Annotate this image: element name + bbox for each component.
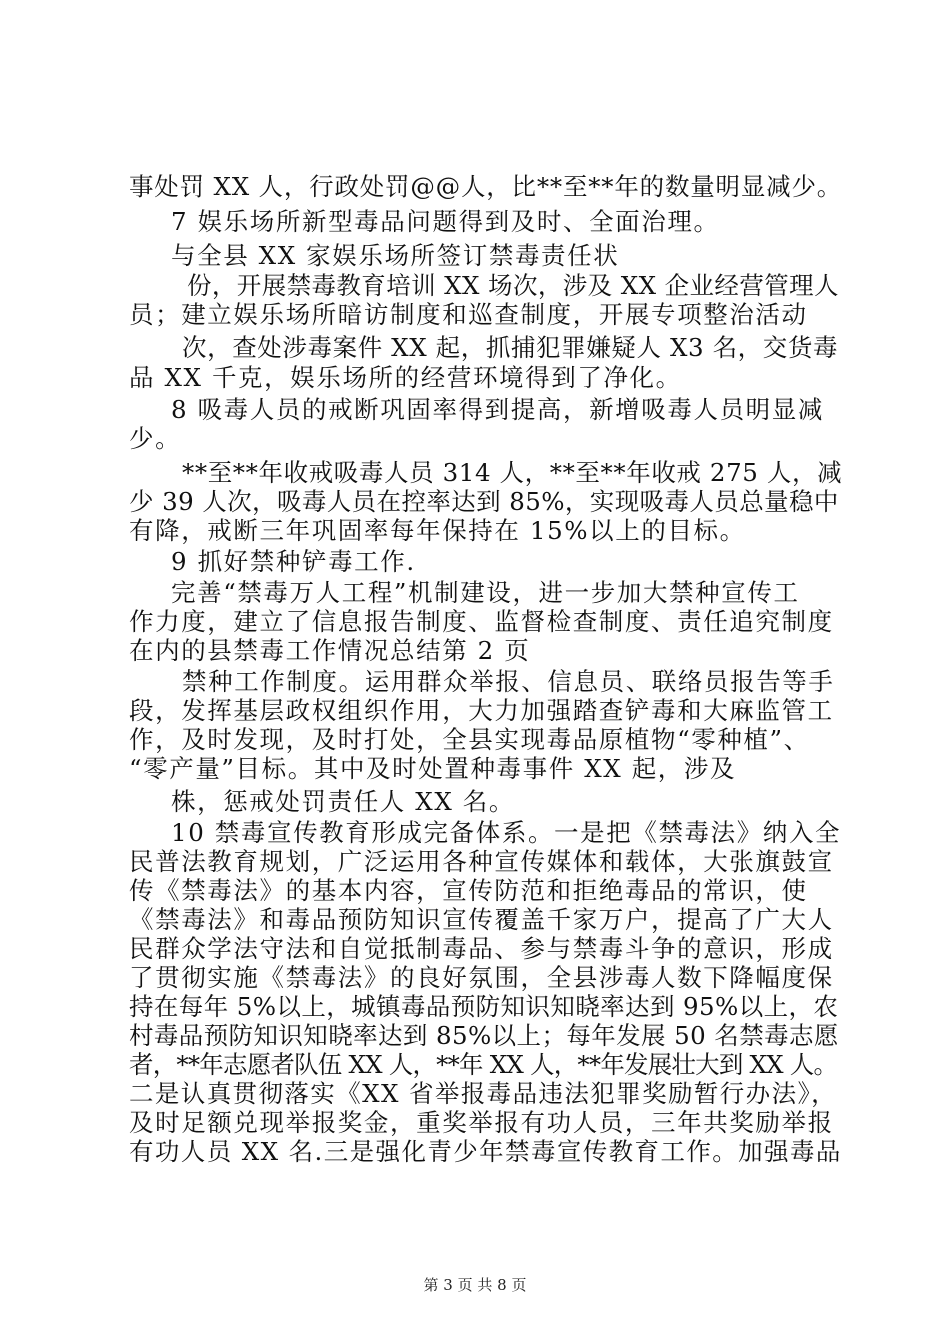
text-line: 及时足额兑现举报奖金，重奖举报有功人员，三年共奖励举报 (129, 1108, 834, 1137)
text-line: 完善“禁毒万人工程”机制建设，进一步加大禁种宣传工 (171, 578, 800, 607)
text-line: 禁种工作制度。运用群众举报、信息员、联络员报告等手 (182, 667, 835, 696)
text-line: 7 娱乐场所新型毒品问题得到及时、全面治理。 (171, 207, 720, 236)
text-line: 持在每年 5%以上，城镇毒品预防知识知晓率达到 95%以上，农 (129, 992, 839, 1021)
text-line: “零产量”目标。其中及时处置种毒事件 XX 起，涉及 (129, 754, 737, 783)
text-line: 民普法教育规划，广泛运用各种宣传媒体和载体，大张旗鼓宣 (129, 847, 834, 876)
text-line: 事处罚 XX 人，行政处罚@@人，比**至**年的数量明显减少。 (129, 172, 843, 201)
text-line: 8 吸毒人员的戒断巩固率得到提高，新增吸毒人员明显减 (171, 395, 824, 424)
text-line: 员；建立娱乐场所暗访制度和巡查制度，开展专项整治活动 (129, 300, 808, 329)
text-line: 次，查处涉毒案件 XX 起，抓捕犯罪嫌疑人 X3 名，交货毒 (182, 333, 839, 362)
text-line: 《禁毒法》和毒品预防知识宣传覆盖千家万户，提高了广大人 (129, 905, 834, 934)
text-line: 民群众学法守法和自觉抵制毒品、参与禁毒斗争的意识，形成 (129, 934, 834, 963)
text-line: 在内的县禁毒工作情况总结第 2 页 (129, 636, 531, 665)
text-line: 少。 (129, 424, 182, 453)
text-line: 二是认真贯彻落实《XX 省举报毒品违法犯罪奖励暂行办法》， (129, 1079, 838, 1108)
text-line: 了贯彻实施《禁毒法》的良好氛围，全县涉毒人数下降幅度保 (129, 963, 834, 992)
text-line: 品 XX 千克，娱乐场所的经营环境得到了净化。 (129, 363, 682, 392)
text-line: 有降，戒断三年巩固率每年保持在 15%以上的目标。 (129, 516, 746, 545)
page-number-footer: 第 3 页 共 8 页 (423, 1276, 527, 1294)
text-line: 与全县 XX 家娱乐场所签订禁毒责任状 (171, 241, 620, 270)
text-line: 段，发挥基层政权组织作用，大力加强踏查铲毒和大麻监管工 (129, 696, 834, 725)
text-line: 份，开展禁毒教育培训 XX 场次，涉及 XX 企业经营管理人 (187, 271, 839, 300)
text-line: 少 39 人次，吸毒人员在控率达到 85%，实现吸毒人员总量稳中 (129, 487, 839, 516)
text-line: 村毒品预防知识知晓率达到 85%以上；每年发展 50 名禁毒志愿 (129, 1021, 839, 1050)
text-line: 9 抓好禁种铲毒工作. (171, 547, 416, 576)
text-line: 作力度，建立了信息报告制度、监督检查制度、责任追究制度 (129, 607, 834, 636)
text-line: 者，**年志愿者队伍 XX 人，**年 XX 人，**年发展壮大到 XX 人。 (129, 1050, 838, 1079)
text-line: 株，惩戒处罚责任人 XX 名。 (171, 787, 515, 816)
text-line: 传《禁毒法》的基本内容，宣传防范和拒绝毒品的常识，使 (129, 876, 808, 905)
text-line: 10 禁毒宣传教育形成完备体系。一是把《禁毒法》纳入全 (171, 818, 842, 847)
text-line: **至**年收戒吸毒人员 314 人，**至**年收戒 275 人，减 (182, 458, 843, 487)
text-line: 作，及时发现，及时打处，全县实现毒品原植物“零种植”、 (129, 725, 810, 754)
text-line: 有功人员 XX 名.三是强化青少年禁毒宣传教育工作。加强毒品 (129, 1137, 842, 1166)
